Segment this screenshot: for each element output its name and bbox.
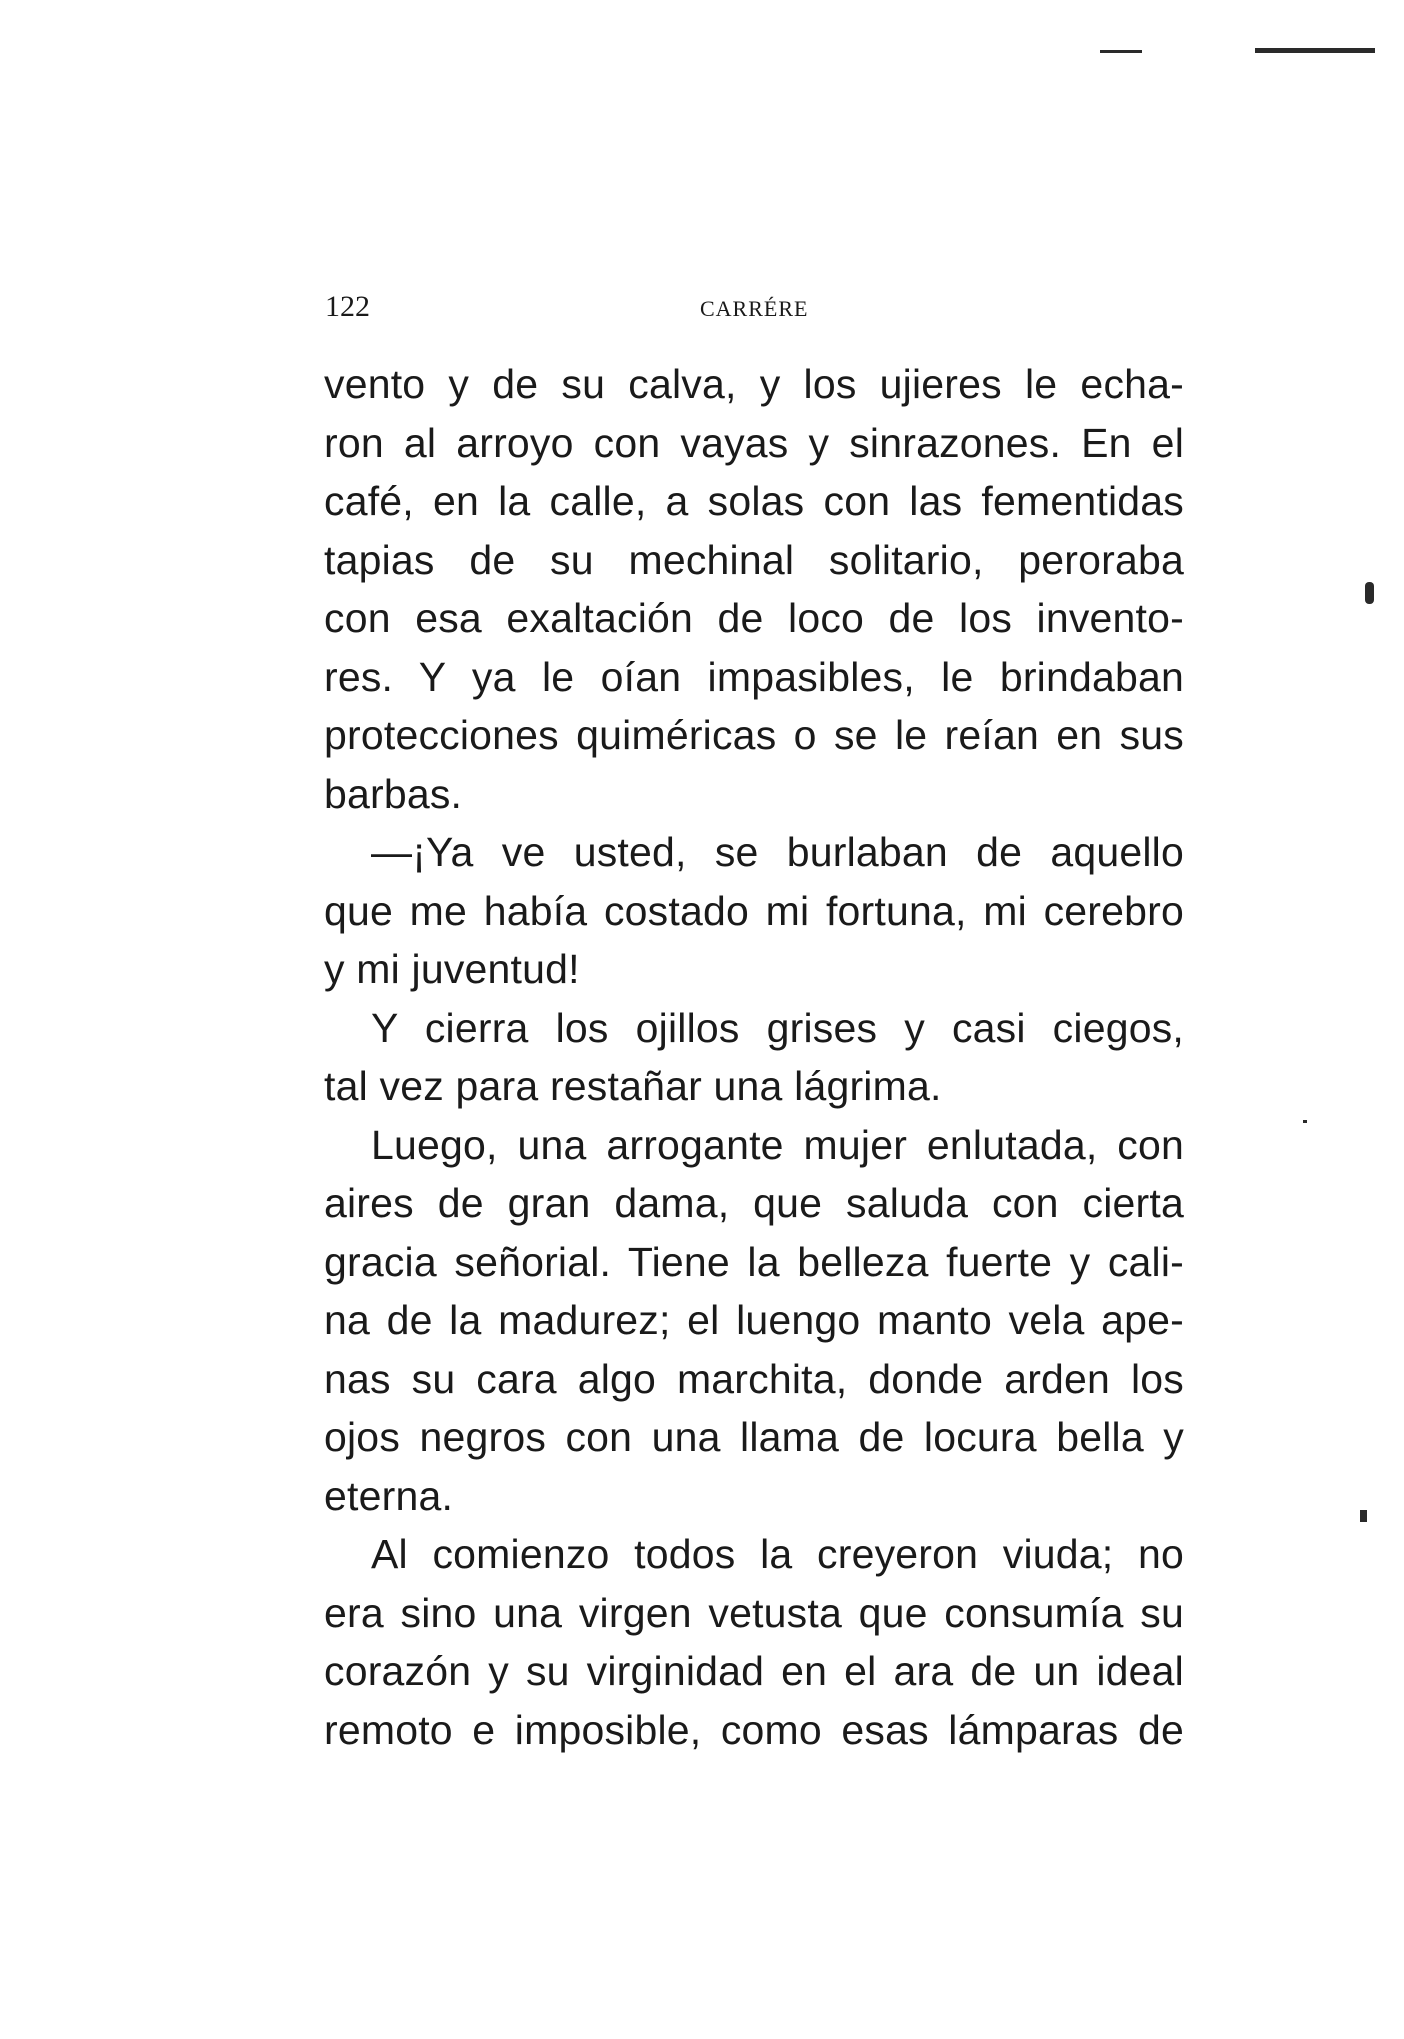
text-line: Al comienzo todos la creyeron viuda; no	[371, 1531, 1184, 1577]
text-line: nas su cara algo marchita, donde arden los	[324, 1355, 1184, 1402]
text-line: remoto e imposible, como esas lámparas de	[324, 1706, 1184, 1753]
text-line: na de la madurez; el luengo manto vela ape-	[324, 1297, 1184, 1343]
ink-speck	[1360, 1510, 1367, 1522]
text-line: ron al arroyo con vayas y sinrazones. En el	[324, 419, 1184, 466]
text-line: y mi juventud!	[324, 946, 580, 992]
text-line: —¡Ya ve usted, se burlaban de aquello	[371, 829, 1184, 875]
print-rule-mark	[1100, 50, 1142, 53]
running-head	[325, 290, 1185, 330]
text-line: Y cierra los ojillos grises y casi ciegos,	[371, 1004, 1184, 1051]
text-line: barbas.	[324, 770, 463, 817]
text-line: res. Y ya le oían impasibles, le brindaban	[324, 653, 1184, 700]
text-line: aires de gran dama, que saluda con cierta	[324, 1180, 1184, 1226]
text-line: tapias de su mechinal solitario, peroraba	[324, 536, 1184, 583]
ink-speck	[1365, 582, 1374, 604]
text-line: vento y de su calva, y los ujieres le echa-	[324, 361, 1184, 407]
ink-speck	[1303, 1120, 1307, 1123]
running-title: CARRÉRE	[700, 296, 809, 321]
text-line: con esa exaltación de loco de los invento-	[324, 595, 1184, 641]
text-line: corazón y su virginidad en el ara de un ideal	[324, 1648, 1184, 1694]
text-line: eterna.	[324, 1472, 454, 1519]
text-line: que me había costado mi fortuna, mi cerebro	[324, 887, 1184, 934]
text-line: tal vez para restañar una lágrima.	[324, 1063, 942, 1109]
text-line: ojos negros con una llama de locura bella y	[324, 1414, 1184, 1460]
print-rule-mark	[1255, 48, 1375, 53]
text-line: café, en la calle, a solas con las fementidas	[324, 478, 1184, 524]
text-line: protecciones quiméricas o se le reían en sus	[324, 712, 1184, 758]
text-line: gracia señorial. Tiene la belleza fuerte y cali-	[324, 1238, 1184, 1285]
page-number: 122	[325, 290, 370, 323]
text-line: Luego, una arrogante mujer enlutada, con	[371, 1121, 1184, 1168]
body-text	[324, 355, 1184, 1759]
text-line: era sino una virgen vetusta que consumía su	[324, 1589, 1184, 1636]
